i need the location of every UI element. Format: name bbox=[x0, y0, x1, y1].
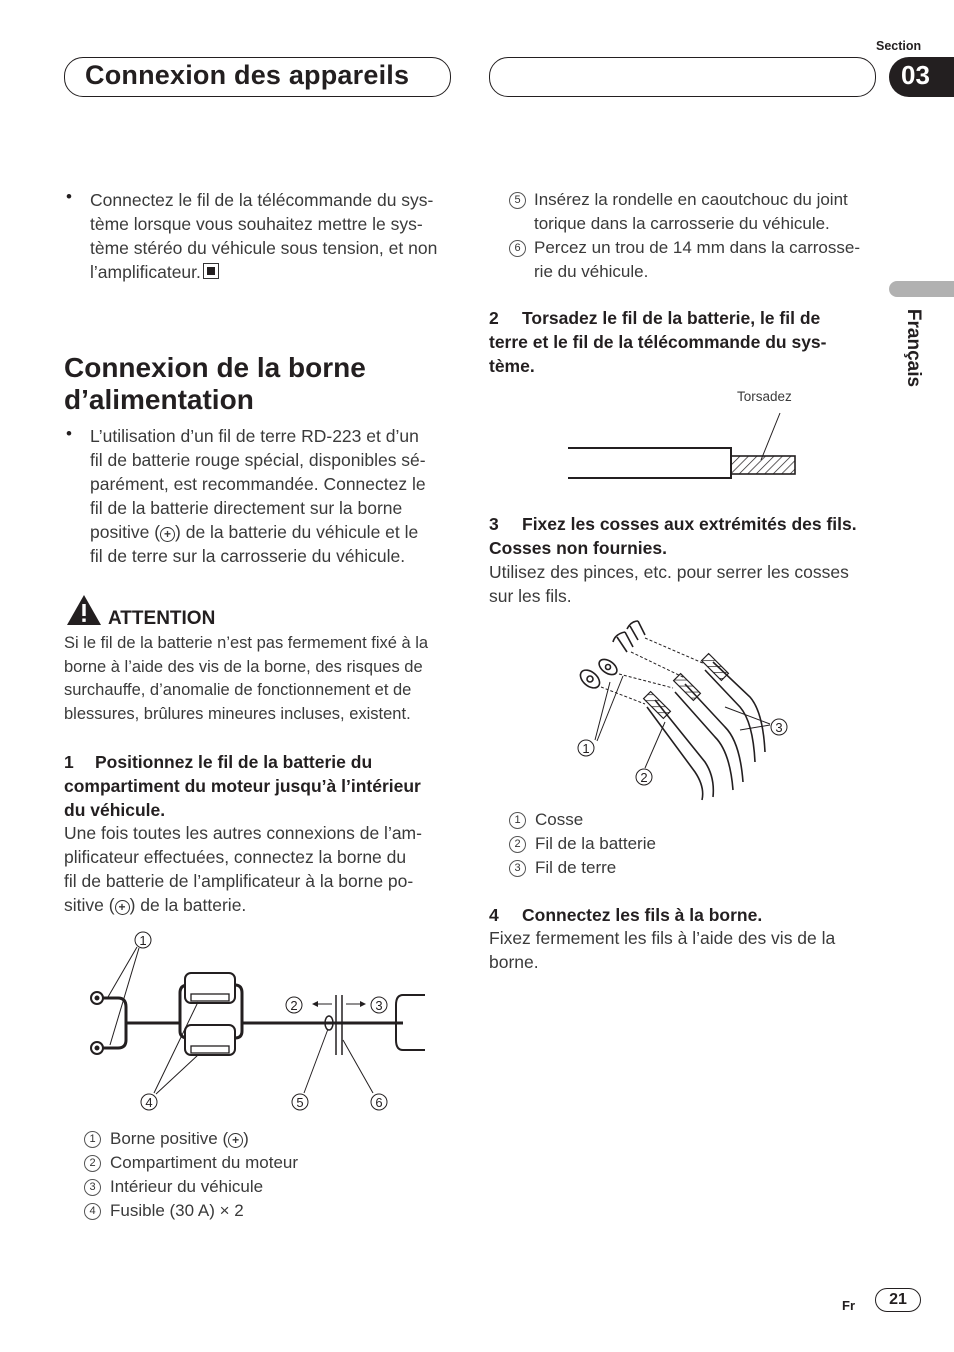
text-line: Utilisez des pinces, etc. pour serrer les cosses bbox=[489, 562, 849, 582]
legend-number: 3 bbox=[84, 1179, 101, 1196]
text-line: Si le fil de la batterie n’est pas fermement fixé à la bbox=[64, 634, 429, 652]
section-number-badge bbox=[889, 57, 954, 97]
legend-number: 1 bbox=[509, 812, 526, 829]
text-line: Une fois toutes les autres connexions de l’am- bbox=[64, 823, 422, 843]
twisted-wire-illustration bbox=[565, 410, 805, 480]
legend-item bbox=[84, 1175, 444, 1199]
legend-text: Compartiment du moteur bbox=[110, 1153, 299, 1172]
text-span: ) de la batterie du véhicule et le bbox=[175, 522, 419, 542]
terminal-callout-1 bbox=[578, 740, 594, 756]
heading-line: Connexion de la borne bbox=[64, 352, 366, 383]
legend-item bbox=[509, 856, 869, 880]
callout-3 bbox=[371, 997, 387, 1013]
legend-item bbox=[509, 808, 869, 832]
legend-text: ) bbox=[243, 1129, 249, 1148]
language-tab bbox=[889, 281, 954, 297]
text-line: blessures, brûlures mineures incluses, existent. bbox=[64, 705, 411, 724]
section-number: 03 bbox=[901, 60, 930, 90]
legend-item bbox=[509, 832, 869, 856]
power-bullet-text bbox=[90, 424, 460, 568]
step3-text bbox=[489, 560, 889, 608]
legend-text: Fusible (30 A) × 2 bbox=[110, 1201, 244, 1220]
text-span: ) de la batterie. bbox=[129, 895, 247, 915]
blank-header-box bbox=[489, 57, 876, 97]
crimp-terminal-illustration bbox=[565, 612, 805, 802]
legend-number: 2 bbox=[509, 836, 526, 853]
right-legend bbox=[509, 808, 869, 880]
legend-number: 3 bbox=[509, 860, 526, 877]
terminal-callout-2 bbox=[636, 769, 652, 785]
text-line: parément, est recommandée. Connectez le bbox=[90, 474, 426, 494]
legend-text: Intérieur du véhicule bbox=[110, 1177, 264, 1196]
text-line bbox=[90, 260, 460, 284]
text-span: sitive ( bbox=[64, 895, 115, 915]
right-items-5-6 bbox=[509, 188, 879, 284]
text-line: Positionnez le fil de la batterie du bbox=[95, 752, 373, 772]
callout-label: 5 bbox=[296, 1095, 304, 1110]
step1-text bbox=[64, 821, 464, 917]
section-heading bbox=[64, 352, 366, 416]
callout-label: 2 bbox=[290, 998, 298, 1013]
text-line: torique dans la carrosserie du véhicule. bbox=[534, 214, 830, 233]
legend-text: Cosse bbox=[535, 810, 584, 829]
text-span: l’amplificateur. bbox=[90, 262, 201, 282]
callout-5 bbox=[292, 1094, 308, 1110]
end-mark-icon bbox=[203, 263, 219, 279]
text-line: rie du véhicule. bbox=[534, 262, 649, 281]
list-item-5 bbox=[509, 188, 879, 236]
text-line: borne à l’aide des vis de la borne, des risques de bbox=[64, 657, 423, 676]
text-line: sur les fils. bbox=[489, 586, 572, 606]
text-line: tème. bbox=[489, 356, 535, 376]
text-line: borne. bbox=[489, 952, 539, 972]
callout-1 bbox=[135, 932, 151, 948]
callout-label: 2 bbox=[640, 770, 648, 785]
legend-text: Borne positive ( bbox=[110, 1129, 229, 1148]
chapter-title: Connexion des appareils bbox=[85, 60, 410, 90]
text-line: surchauffe, d’anomalie de fonctionnement et de bbox=[64, 681, 412, 700]
text-line: Cosses non fournies. bbox=[489, 538, 667, 558]
step2-title bbox=[489, 306, 889, 378]
text-line: fil de la batterie directement sur la borne bbox=[90, 498, 403, 518]
page-number-badge bbox=[875, 1288, 921, 1312]
text-line: Percez un trou de 14 mm dans la carrosse- bbox=[534, 238, 860, 257]
text-line: terre et le fil de la télécommande du sys- bbox=[489, 332, 827, 352]
step2-number: 2 bbox=[489, 308, 499, 328]
caution-text bbox=[64, 632, 464, 727]
bullet-dot: • bbox=[66, 187, 72, 206]
callout-label: 1 bbox=[582, 741, 590, 756]
callout-label: 1 bbox=[139, 933, 147, 948]
legend-text: Fil de terre bbox=[535, 858, 617, 877]
section-label: Section bbox=[876, 39, 922, 53]
battery-wiring-diagram bbox=[80, 925, 440, 1120]
callout-2 bbox=[286, 997, 302, 1013]
page-number: 21 bbox=[889, 1291, 907, 1308]
legend-item bbox=[84, 1151, 444, 1175]
step4-number: 4 bbox=[489, 905, 499, 925]
legend-number: 1 bbox=[84, 1131, 101, 1148]
plus-icon: + bbox=[228, 1133, 243, 1148]
text-line: Fixez fermement les fils à l’aide des vis de la bbox=[489, 928, 836, 948]
callout-6 bbox=[371, 1094, 387, 1110]
terminal-callout-3 bbox=[771, 719, 787, 735]
callout-4 bbox=[141, 1094, 157, 1110]
text-line bbox=[64, 893, 464, 917]
step1-number: 1 bbox=[64, 752, 74, 772]
text-span: positive ( bbox=[90, 522, 161, 542]
legend-text: Fil de la batterie bbox=[535, 834, 656, 853]
text-line: Fixez les cosses aux extrémités des fils. bbox=[522, 514, 857, 534]
warning-icon bbox=[66, 594, 102, 626]
legend-number: 4 bbox=[84, 1203, 101, 1220]
item-number: 6 bbox=[509, 240, 526, 257]
text-line bbox=[90, 520, 460, 544]
list-item-6 bbox=[509, 236, 879, 284]
text-line: plificateur effectuées, connectez la borne du bbox=[64, 847, 407, 867]
text-line: tème stéréo du véhicule sous tension, et non bbox=[90, 238, 438, 258]
step4-title: Connectez les fils à la borne. bbox=[522, 905, 763, 925]
text-line: fil de batterie de l’amplificateur à la borne po- bbox=[64, 871, 414, 891]
text-line: Insérez la rondelle en caoutchouc du joint bbox=[534, 190, 848, 209]
step1-title bbox=[64, 750, 464, 822]
text-line: tème lorsque vous souhaitez mettre le sys- bbox=[90, 214, 423, 234]
heading-line: d’alimentation bbox=[64, 384, 254, 415]
step3-number: 3 bbox=[489, 514, 499, 534]
left-legend bbox=[84, 1127, 444, 1223]
text-line: L’utilisation d’un fil de terre RD-223 et d’un bbox=[90, 426, 419, 446]
plus-icon: + bbox=[160, 527, 175, 542]
callout-label: 6 bbox=[375, 1095, 383, 1110]
text-line: Torsadez le fil de la batterie, le fil de bbox=[522, 308, 821, 328]
text-line: fil de terre sur la carrosserie du véhicule. bbox=[90, 546, 406, 566]
text-line: compartiment du moteur jusqu’à l’intérieur bbox=[64, 776, 421, 796]
step4-text bbox=[489, 926, 889, 974]
callout-label: 3 bbox=[775, 720, 783, 735]
caution-title: ATTENTION bbox=[108, 608, 216, 629]
intro-bullet-text bbox=[90, 188, 460, 284]
legend-item bbox=[84, 1199, 444, 1223]
step3-title bbox=[489, 512, 889, 560]
callout-label: 4 bbox=[145, 1095, 153, 1110]
callout-label: 3 bbox=[375, 998, 383, 1013]
bullet-dot: • bbox=[66, 424, 72, 443]
footer-lang-code: Fr bbox=[842, 1298, 855, 1313]
chapter-title-box bbox=[64, 57, 451, 97]
legend-item bbox=[84, 1127, 444, 1151]
text-line: du véhicule. bbox=[64, 800, 166, 820]
text-line: Connectez le fil de la télécommande du sys- bbox=[90, 190, 434, 210]
item-number: 5 bbox=[509, 192, 526, 209]
twist-label: Torsadez bbox=[737, 389, 792, 404]
plus-icon: + bbox=[115, 900, 130, 915]
language-label: Français bbox=[903, 308, 924, 388]
text-line: fil de batterie rouge spécial, disponibles sé- bbox=[90, 450, 426, 470]
legend-number: 2 bbox=[84, 1155, 101, 1172]
